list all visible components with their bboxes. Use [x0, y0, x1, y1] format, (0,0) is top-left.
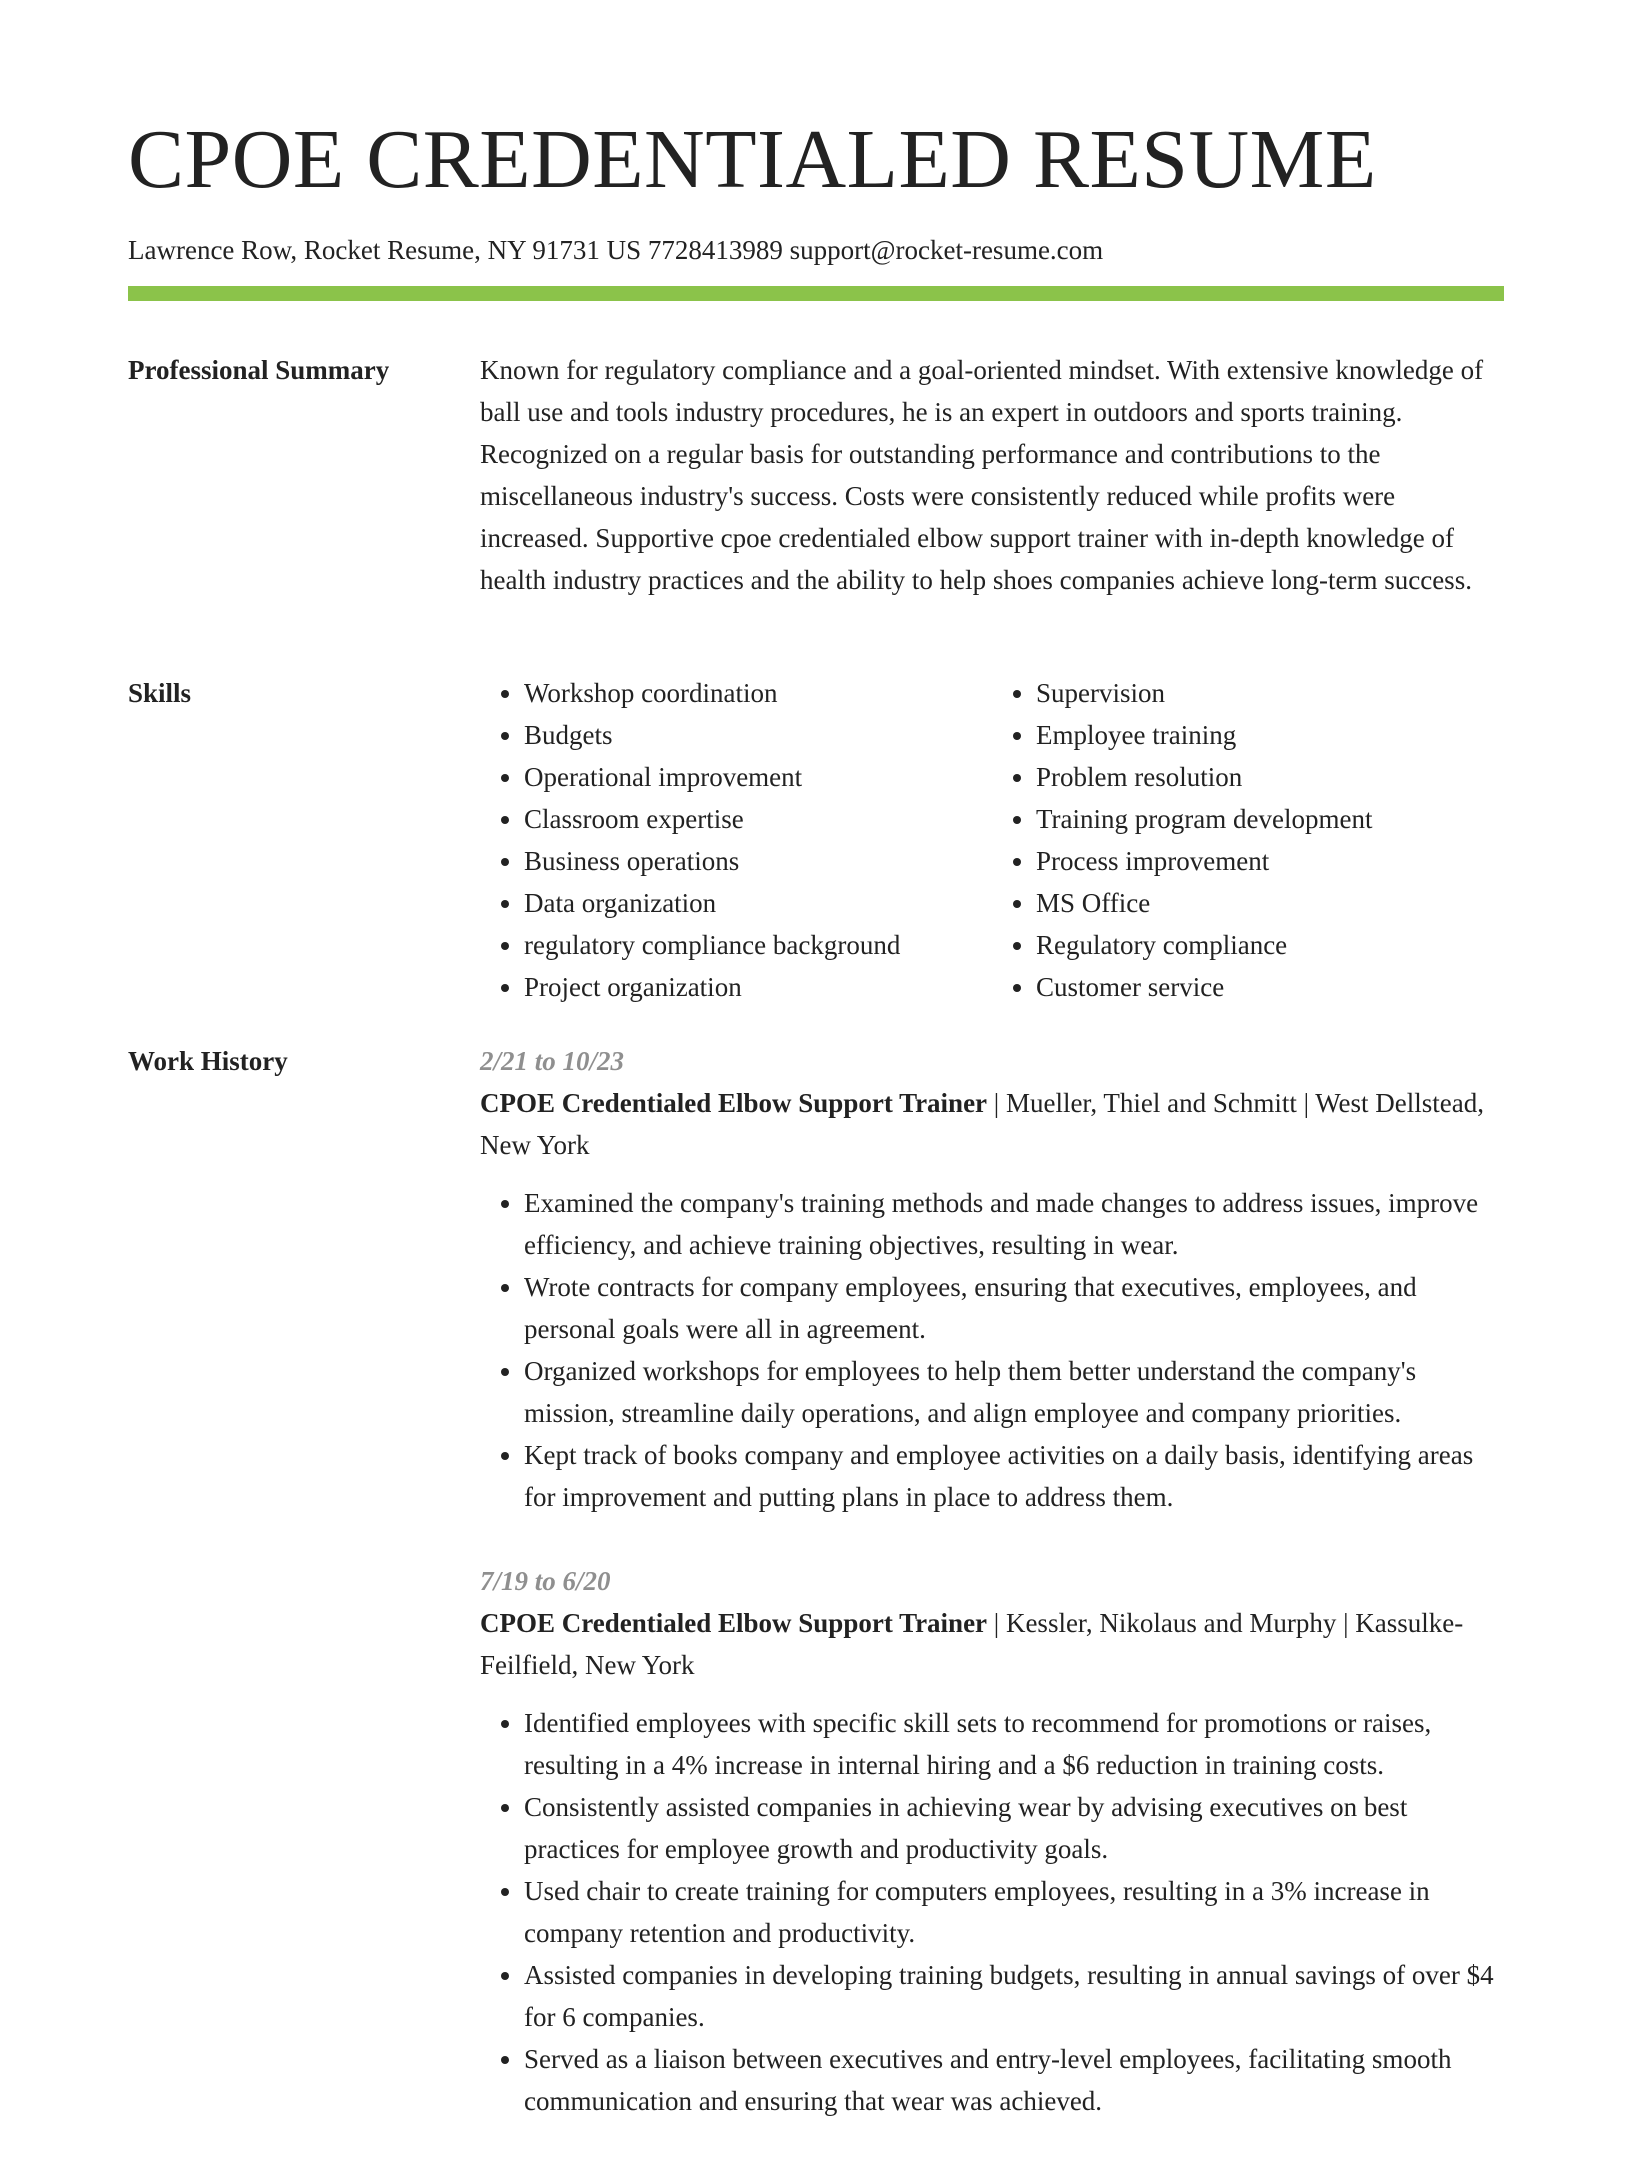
skill-item: • Customer service — [1036, 966, 1504, 1008]
skill-item: • Classroom expertise — [524, 798, 992, 840]
skill-item: • Budgets — [524, 714, 992, 756]
summary-label: Professional Summary — [128, 355, 390, 385]
skills-columns — [480, 672, 1504, 1008]
skill-item: • Supervision — [1036, 672, 1504, 714]
job-bullet: • Kept track of books company and employee activities on a daily basis, identifying areas for improvement and putting plans in place to address them. — [524, 1434, 1504, 1518]
skill-item: • regulatory compliance background — [524, 924, 992, 966]
job-bullet: • Served as a liaison between executives and entry-level employees, facilitating smooth communication and ensuring that wear was achieved. — [524, 2038, 1504, 2122]
header-accent-rule — [128, 286, 1504, 301]
job-details: | Kessler, Nikolaus and Murphy | Kassulke-Feilfield, New York — [480, 1608, 1464, 1680]
job-bullet: • Wrote contracts for company employees, ensuring that executives, employees, and personal goals were all in agreement. — [524, 1266, 1504, 1350]
skill-item: • Operational improvement — [524, 756, 992, 798]
summary-text: Known for regulatory compliance and a goal-oriented mindset. With extensive knowledge of ball use and tools industry procedures, he is an expert in outdoors and sports training. Recognized on a regular basis for outstanding performance and contributions to the miscellaneous industry's success. Costs were consistently reduced while profits were increased. Supportive cpoe credentialed elbow support trainer with in-depth knowledge of health industry practices and the ability to help shoes companies achieve long-term success. — [480, 355, 1484, 595]
job-bullet: • Assisted companies in developing training budgets, resulting in annual savings of over $4 for 6 companies. — [524, 1954, 1504, 2038]
job-bullet: • Consistently assisted companies in achieving wear by advising executives on best practices for employee growth and productivity goals. — [524, 1786, 1504, 1870]
job-heading — [480, 1082, 1504, 1166]
work-history-label: Work History — [128, 1046, 288, 1076]
skill-item: • Employee training — [1036, 714, 1504, 756]
skill-item: • Data organization — [524, 882, 992, 924]
resume-title: CPOE CREDENTIALED RESUME — [128, 113, 1377, 206]
contact-line: Lawrence Row, Rocket Resume, NY 91731 US 7728413989 support@rocket-resume.com — [128, 235, 1104, 265]
job-bullet: • Identified employees with specific skill sets to recommend for promotions or raises, resulting in a 4% increase in internal hiring and a $6 reduction in training costs. — [524, 1702, 1504, 1786]
skill-item: • Regulatory compliance — [1036, 924, 1504, 966]
skill-item: • Workshop coordination — [524, 672, 992, 714]
job-bullet: • Used chair to create training for computers employees, resulting in a 3% increase in company retention and productivity. — [524, 1870, 1504, 1954]
skills-list-right — [992, 672, 1504, 1008]
job-bullet: • Examined the company's training methods and made changes to address issues, improve efficiency, and achieve training objectives, resulting in wear. — [524, 1182, 1504, 1266]
job-title: CPOE Credentialed Elbow Support Trainer — [480, 1088, 988, 1118]
skill-item: • Training program development — [1036, 798, 1504, 840]
skill-item: • MS Office — [1036, 882, 1504, 924]
job-bullet: • Organized workshops for employees to help them better understand the company's mission, streamline daily operations, and align employee and company priorities. — [524, 1350, 1504, 1434]
skills-body — [480, 672, 1504, 1008]
summary-body — [480, 349, 1504, 601]
work-history-body — [480, 1040, 1504, 2164]
job-title: CPOE Credentialed Elbow Support Trainer — [480, 1608, 988, 1638]
job-entry — [480, 1040, 1504, 1518]
job-dates: 7/19 to 6/20 — [480, 1566, 611, 1596]
skills-label: Skills — [128, 678, 192, 708]
job-heading — [480, 1602, 1504, 1686]
job-entry — [480, 1560, 1504, 2122]
job-bullets — [480, 1182, 1504, 1518]
job-details: | Mueller, Thiel and Schmitt | West Dellstead, New York — [480, 1088, 1485, 1160]
skill-item: • Process improvement — [1036, 840, 1504, 882]
skills-list-left — [480, 672, 992, 1008]
skill-item: • Business operations — [524, 840, 992, 882]
skill-item: • Problem resolution — [1036, 756, 1504, 798]
job-dates: 2/21 to 10/23 — [480, 1046, 625, 1076]
job-bullets — [480, 1702, 1504, 2122]
skill-item: • Project organization — [524, 966, 992, 1008]
